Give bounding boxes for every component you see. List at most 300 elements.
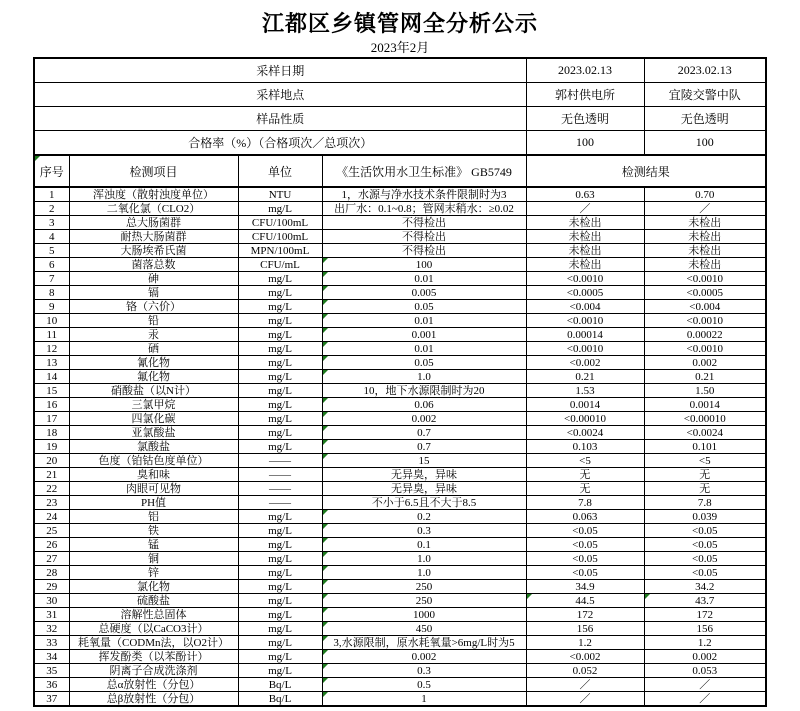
unit-cell: mg/L bbox=[238, 328, 322, 342]
table-row bbox=[34, 524, 766, 538]
unit-cell: —— bbox=[238, 454, 322, 468]
unit-cell: mg/L bbox=[238, 622, 322, 636]
item-cell: 铅 bbox=[69, 314, 238, 328]
item-cell: 大肠埃希氏菌 bbox=[69, 244, 238, 258]
row-number-cell: 10 bbox=[34, 314, 69, 328]
result2-cell: <0.05 bbox=[644, 538, 766, 552]
result1-cell: 1.53 bbox=[526, 384, 644, 398]
table-row bbox=[34, 594, 766, 608]
cell-note-triangle-icon bbox=[323, 272, 328, 277]
unit-cell: NTU bbox=[238, 187, 322, 202]
analysis-table bbox=[33, 57, 767, 707]
result1-cell: 0.00014 bbox=[526, 328, 644, 342]
result2-cell: 0.00022 bbox=[644, 328, 766, 342]
standard-cell: 0.2 bbox=[322, 510, 526, 524]
unit-cell: mg/L bbox=[238, 202, 322, 216]
info-label: 采样日期 bbox=[34, 58, 526, 83]
table-row bbox=[34, 650, 766, 664]
cell-note-triangle-icon bbox=[323, 258, 328, 263]
unit-cell: MPN/100mL bbox=[238, 244, 322, 258]
result1-cell: 34.9 bbox=[526, 580, 644, 594]
standard-cell: 0.002 bbox=[322, 412, 526, 426]
cell-note-triangle-icon bbox=[323, 440, 328, 445]
row-number-cell: 26 bbox=[34, 538, 69, 552]
result2-cell: 172 bbox=[644, 608, 766, 622]
result1-cell: 7.8 bbox=[526, 496, 644, 510]
cell-note-triangle-icon bbox=[323, 594, 328, 599]
standard-cell: 1.0 bbox=[322, 566, 526, 580]
info-label: 合格率（%）（合格项次／总项次） bbox=[34, 131, 526, 156]
col-header-unit: 单位 bbox=[238, 155, 322, 187]
cell-note-triangle-icon bbox=[323, 678, 328, 683]
row-number-cell: 7 bbox=[34, 272, 69, 286]
standard-cell: 无异臭，异味 bbox=[322, 482, 526, 496]
result2-cell: <0.0010 bbox=[644, 342, 766, 356]
item-cell: 氰化物 bbox=[69, 356, 238, 370]
result2-cell: <0.05 bbox=[644, 566, 766, 580]
unit-cell: mg/L bbox=[238, 384, 322, 398]
result2-cell: ／ bbox=[644, 202, 766, 216]
item-cell: 锰 bbox=[69, 538, 238, 552]
item-cell: 铁 bbox=[69, 524, 238, 538]
row-number-cell: 16 bbox=[34, 398, 69, 412]
cell-note-triangle-icon bbox=[323, 538, 328, 543]
standard-cell: 0.05 bbox=[322, 356, 526, 370]
info-value-site1: 无色透明 bbox=[526, 107, 644, 131]
row-number-cell: 32 bbox=[34, 622, 69, 636]
standard-cell: 1000 bbox=[322, 608, 526, 622]
item-cell: 总β放射性（分包） bbox=[69, 692, 238, 707]
item-cell: 溶解性总固体 bbox=[69, 608, 238, 622]
item-cell: 肉眼可见物 bbox=[69, 482, 238, 496]
result2-cell: <0.004 bbox=[644, 300, 766, 314]
info-label: 采样地点 bbox=[34, 83, 526, 107]
table-row bbox=[34, 636, 766, 650]
result1-cell: <0.05 bbox=[526, 552, 644, 566]
standard-cell: 1.0 bbox=[322, 552, 526, 566]
result1-cell: 0.63 bbox=[526, 187, 644, 202]
standard-cell: 无异臭，异味 bbox=[322, 468, 526, 482]
unit-cell: CFU/100mL bbox=[238, 230, 322, 244]
info-value-site1: 2023.02.13 bbox=[526, 58, 644, 83]
cell-note-triangle-icon bbox=[323, 650, 328, 655]
cell-note-triangle-icon bbox=[35, 156, 40, 161]
unit-cell: mg/L bbox=[238, 426, 322, 440]
result1-cell: 0.103 bbox=[526, 440, 644, 454]
unit-cell: —— bbox=[238, 496, 322, 510]
unit-cell: mg/L bbox=[238, 510, 322, 524]
page-subtitle: 2023年2月 bbox=[370, 40, 430, 55]
cell-note-triangle-icon bbox=[323, 314, 328, 319]
result2-cell: 0.70 bbox=[644, 187, 766, 202]
unit-cell: mg/L bbox=[238, 664, 322, 678]
item-cell: 硝酸盐（以N计） bbox=[69, 384, 238, 398]
standard-cell: 0.3 bbox=[322, 664, 526, 678]
info-row-sampling-location bbox=[34, 83, 766, 107]
row-number-cell: 4 bbox=[34, 230, 69, 244]
cell-note-triangle-icon bbox=[323, 342, 328, 347]
cell-note-triangle-icon bbox=[323, 524, 328, 529]
standard-cell: 0.01 bbox=[322, 314, 526, 328]
item-cell: 镉 bbox=[69, 286, 238, 300]
standard-cell: 3,水源限制，原水耗氧量>6mg/L时为5 bbox=[322, 636, 526, 650]
cell-note-triangle-icon bbox=[323, 454, 328, 459]
table-row bbox=[34, 678, 766, 692]
row-number-cell: 18 bbox=[34, 426, 69, 440]
result1-cell: ／ bbox=[526, 202, 644, 216]
cell-note-triangle-icon bbox=[323, 552, 328, 557]
standard-cell: 1，水源与净水技术条件限制时为3 bbox=[322, 187, 526, 202]
standard-cell: 出厂水：0.1~0.8；管网末稍水：≥0.02 bbox=[322, 202, 526, 216]
result1-cell: <0.05 bbox=[526, 566, 644, 580]
table-row bbox=[34, 230, 766, 244]
standard-cell: 250 bbox=[322, 580, 526, 594]
result1-cell: 未检出 bbox=[526, 216, 644, 230]
item-cell: 铜 bbox=[69, 552, 238, 566]
page-title: 江都区乡镇管网全分析公示 bbox=[261, 11, 538, 36]
cell-note-triangle-icon bbox=[323, 370, 328, 375]
result2-cell: 7.8 bbox=[644, 496, 766, 510]
table-row bbox=[34, 664, 766, 678]
result1-cell: 未检出 bbox=[526, 230, 644, 244]
unit-cell: mg/L bbox=[238, 300, 322, 314]
result2-cell: 0.053 bbox=[644, 664, 766, 678]
row-number-cell: 35 bbox=[34, 664, 69, 678]
row-number-cell: 21 bbox=[34, 468, 69, 482]
cell-note-triangle-icon bbox=[323, 608, 328, 613]
row-number-cell: 11 bbox=[34, 328, 69, 342]
item-cell: 浑浊度（散射浊度单位） bbox=[69, 187, 238, 202]
result2-cell: 无 bbox=[644, 482, 766, 496]
result1-cell: 156 bbox=[526, 622, 644, 636]
result1-cell: 0.052 bbox=[526, 664, 644, 678]
result2-cell: 0.101 bbox=[644, 440, 766, 454]
row-number-cell: 20 bbox=[34, 454, 69, 468]
row-number-cell: 22 bbox=[34, 482, 69, 496]
unit-cell: mg/L bbox=[238, 650, 322, 664]
row-number-cell: 19 bbox=[34, 440, 69, 454]
result2-cell: 0.039 bbox=[644, 510, 766, 524]
unit-cell: mg/L bbox=[238, 594, 322, 608]
info-value-site1: 郭村供电所 bbox=[526, 83, 644, 107]
item-cell: 耐热大肠菌群 bbox=[69, 230, 238, 244]
standard-cell: 0.7 bbox=[322, 426, 526, 440]
unit-cell: Bq/L bbox=[238, 692, 322, 707]
standard-cell: 450 bbox=[322, 622, 526, 636]
item-cell: 铬（六价） bbox=[69, 300, 238, 314]
cell-note-triangle-icon bbox=[527, 594, 532, 599]
info-row-sample-property bbox=[34, 107, 766, 131]
col-header-no: 序号 bbox=[34, 155, 69, 187]
result1-cell: 0.063 bbox=[526, 510, 644, 524]
cell-note-triangle-icon bbox=[323, 622, 328, 627]
col-header-item: 检测项目 bbox=[69, 155, 238, 187]
result2-cell: 未检出 bbox=[644, 216, 766, 230]
table-row bbox=[34, 370, 766, 384]
info-row-pass-rate bbox=[34, 131, 766, 156]
cell-note-triangle-icon bbox=[323, 356, 328, 361]
table-row bbox=[34, 608, 766, 622]
result1-cell: <0.0010 bbox=[526, 342, 644, 356]
item-cell: 总硬度（以CaCO3计） bbox=[69, 622, 238, 636]
data-section bbox=[34, 187, 766, 706]
cell-note-triangle-icon bbox=[323, 286, 328, 291]
cell-note-triangle-icon bbox=[323, 426, 328, 431]
result1-cell: 无 bbox=[526, 468, 644, 482]
standard-cell: 0.1 bbox=[322, 538, 526, 552]
table-row bbox=[34, 622, 766, 636]
table-row bbox=[34, 510, 766, 524]
col-header-standard: 《生活饮用水卫生标准》 GB5749 bbox=[322, 155, 526, 187]
item-cell: 硫酸盐 bbox=[69, 594, 238, 608]
unit-cell: mg/L bbox=[238, 286, 322, 300]
table-row bbox=[34, 440, 766, 454]
item-cell: 硒 bbox=[69, 342, 238, 356]
table-row bbox=[34, 342, 766, 356]
item-cell: 铝 bbox=[69, 510, 238, 524]
row-number-cell: 34 bbox=[34, 650, 69, 664]
row-number-cell: 6 bbox=[34, 258, 69, 272]
row-number-cell: 5 bbox=[34, 244, 69, 258]
standard-cell: 不得检出 bbox=[322, 230, 526, 244]
table-row bbox=[34, 244, 766, 258]
row-number-cell: 23 bbox=[34, 496, 69, 510]
result2-cell: <0.0005 bbox=[644, 286, 766, 300]
result1-cell: 0.0014 bbox=[526, 398, 644, 412]
row-number-cell: 14 bbox=[34, 370, 69, 384]
unit-cell: mg/L bbox=[238, 608, 322, 622]
item-cell: 耗氧量（CODMn法，以O2计） bbox=[69, 636, 238, 650]
info-value-site1: 100 bbox=[526, 131, 644, 156]
info-value-site2: 100 bbox=[644, 131, 766, 156]
table-row bbox=[34, 426, 766, 440]
result2-cell: ／ bbox=[644, 678, 766, 692]
result1-cell: 未检出 bbox=[526, 258, 644, 272]
table-row bbox=[34, 580, 766, 594]
row-number-cell: 15 bbox=[34, 384, 69, 398]
info-value-site2: 无色透明 bbox=[644, 107, 766, 131]
standard-cell: 10，地下水源限制时为20 bbox=[322, 384, 526, 398]
standard-cell: 0.05 bbox=[322, 300, 526, 314]
item-cell: 臭和味 bbox=[69, 468, 238, 482]
result1-cell: <0.0010 bbox=[526, 272, 644, 286]
standard-cell: 0.005 bbox=[322, 286, 526, 300]
standard-cell: 250 bbox=[322, 594, 526, 608]
standard-cell: 0.5 bbox=[322, 678, 526, 692]
cell-note-triangle-icon bbox=[323, 412, 328, 417]
table-row bbox=[34, 566, 766, 580]
item-cell: 三氯甲烷 bbox=[69, 398, 238, 412]
result1-cell: 无 bbox=[526, 482, 644, 496]
cell-note-triangle-icon bbox=[323, 398, 328, 403]
row-number-cell: 8 bbox=[34, 286, 69, 300]
standard-cell: 0.06 bbox=[322, 398, 526, 412]
info-section bbox=[34, 58, 766, 187]
info-value-site2: 2023.02.13 bbox=[644, 58, 766, 83]
result2-cell: <0.00010 bbox=[644, 412, 766, 426]
item-cell: 亚氯酸盐 bbox=[69, 426, 238, 440]
result1-cell: <0.0010 bbox=[526, 314, 644, 328]
result2-cell: <0.05 bbox=[644, 552, 766, 566]
cell-note-triangle-icon bbox=[323, 692, 328, 697]
info-value-site2: 宜陵交警中队 bbox=[644, 83, 766, 107]
table-row bbox=[34, 187, 766, 202]
row-number-cell: 28 bbox=[34, 566, 69, 580]
table-row bbox=[34, 692, 766, 707]
result2-cell: 0.21 bbox=[644, 370, 766, 384]
unit-cell: mg/L bbox=[238, 636, 322, 650]
unit-cell: mg/L bbox=[238, 370, 322, 384]
result1-cell: ／ bbox=[526, 678, 644, 692]
result2-cell: 未检出 bbox=[644, 230, 766, 244]
cell-note-triangle-icon bbox=[323, 664, 328, 669]
unit-cell: —— bbox=[238, 482, 322, 496]
table-row bbox=[34, 286, 766, 300]
item-cell: 菌落总数 bbox=[69, 258, 238, 272]
table-row bbox=[34, 328, 766, 342]
standard-cell: 1.0 bbox=[322, 370, 526, 384]
row-number-cell: 24 bbox=[34, 510, 69, 524]
unit-cell: mg/L bbox=[238, 580, 322, 594]
table-row bbox=[34, 496, 766, 510]
standard-cell: 不得检出 bbox=[322, 216, 526, 230]
row-number-cell: 12 bbox=[34, 342, 69, 356]
table-row bbox=[34, 468, 766, 482]
row-number-cell: 17 bbox=[34, 412, 69, 426]
result1-cell: 172 bbox=[526, 608, 644, 622]
item-cell: 色度（铂钴色度单位） bbox=[69, 454, 238, 468]
item-cell: PH值 bbox=[69, 496, 238, 510]
result1-cell: <0.0005 bbox=[526, 286, 644, 300]
row-number-cell: 36 bbox=[34, 678, 69, 692]
table-row bbox=[34, 216, 766, 230]
result2-cell: 无 bbox=[644, 468, 766, 482]
result2-cell: 1.2 bbox=[644, 636, 766, 650]
result1-cell: 未检出 bbox=[526, 244, 644, 258]
row-number-cell: 13 bbox=[34, 356, 69, 370]
result2-cell: 0.002 bbox=[644, 650, 766, 664]
info-label: 样品性质 bbox=[34, 107, 526, 131]
result2-cell: 未检出 bbox=[644, 244, 766, 258]
table-row bbox=[34, 398, 766, 412]
row-number-cell: 30 bbox=[34, 594, 69, 608]
standard-cell: 100 bbox=[322, 258, 526, 272]
standard-cell: 1 bbox=[322, 692, 526, 707]
cell-note-triangle-icon bbox=[323, 328, 328, 333]
table-row bbox=[34, 202, 766, 216]
result1-cell: <0.05 bbox=[526, 524, 644, 538]
result2-cell: <0.0010 bbox=[644, 272, 766, 286]
cell-note-triangle-icon bbox=[323, 636, 328, 641]
result2-cell: 34.2 bbox=[644, 580, 766, 594]
result2-cell: <0.0010 bbox=[644, 314, 766, 328]
cell-note-triangle-icon bbox=[323, 510, 328, 515]
row-number-cell: 2 bbox=[34, 202, 69, 216]
unit-cell: mg/L bbox=[238, 398, 322, 412]
result1-cell: <0.0024 bbox=[526, 426, 644, 440]
unit-cell: mg/L bbox=[238, 356, 322, 370]
standard-cell: 0.7 bbox=[322, 440, 526, 454]
table-row bbox=[34, 454, 766, 468]
item-cell: 二氧化氯（CLO2） bbox=[69, 202, 238, 216]
row-number-cell: 1 bbox=[34, 187, 69, 202]
unit-cell: mg/L bbox=[238, 412, 322, 426]
item-cell: 总α放射性（分包） bbox=[69, 678, 238, 692]
result1-cell: ／ bbox=[526, 692, 644, 707]
result1-cell: <5 bbox=[526, 454, 644, 468]
unit-cell: mg/L bbox=[238, 272, 322, 286]
unit-cell: mg/L bbox=[238, 552, 322, 566]
info-row-sampling-date bbox=[34, 58, 766, 83]
table-row bbox=[34, 538, 766, 552]
unit-cell: CFU/mL bbox=[238, 258, 322, 272]
table-row bbox=[34, 300, 766, 314]
row-number-cell: 9 bbox=[34, 300, 69, 314]
unit-cell: mg/L bbox=[238, 524, 322, 538]
cell-note-triangle-icon bbox=[645, 594, 650, 599]
result2-cell: <0.05 bbox=[644, 524, 766, 538]
table-row bbox=[34, 412, 766, 426]
item-cell: 阴离子合成洗涤剂 bbox=[69, 664, 238, 678]
unit-cell: mg/L bbox=[238, 538, 322, 552]
table-row bbox=[34, 482, 766, 496]
standard-cell: 不小于6.5且不大于8.5 bbox=[322, 496, 526, 510]
unit-cell: mg/L bbox=[238, 314, 322, 328]
unit-cell: mg/L bbox=[238, 440, 322, 454]
table-row bbox=[34, 356, 766, 370]
standard-cell: 0.01 bbox=[322, 342, 526, 356]
table-row bbox=[34, 258, 766, 272]
result1-cell: <0.004 bbox=[526, 300, 644, 314]
unit-cell: —— bbox=[238, 468, 322, 482]
result2-cell: 0.002 bbox=[644, 356, 766, 370]
result2-cell: 43.7 bbox=[644, 594, 766, 608]
standard-cell: 0.01 bbox=[322, 272, 526, 286]
row-number-cell: 3 bbox=[34, 216, 69, 230]
result2-cell: 0.0014 bbox=[644, 398, 766, 412]
row-number-cell: 37 bbox=[34, 692, 69, 707]
item-cell: 砷 bbox=[69, 272, 238, 286]
standard-cell: 0.002 bbox=[322, 650, 526, 664]
unit-cell: mg/L bbox=[238, 566, 322, 580]
unit-cell: Bq/L bbox=[238, 678, 322, 692]
table-row bbox=[34, 384, 766, 398]
result1-cell: 44.5 bbox=[526, 594, 644, 608]
result2-cell: ／ bbox=[644, 692, 766, 707]
item-cell: 锌 bbox=[69, 566, 238, 580]
item-cell: 氟化物 bbox=[69, 370, 238, 384]
result2-cell: <0.0024 bbox=[644, 426, 766, 440]
result2-cell: <5 bbox=[644, 454, 766, 468]
item-cell: 总大肠菌群 bbox=[69, 216, 238, 230]
table-row bbox=[34, 272, 766, 286]
unit-cell: CFU/100mL bbox=[238, 216, 322, 230]
standard-cell: 0.001 bbox=[322, 328, 526, 342]
row-number-cell: 27 bbox=[34, 552, 69, 566]
item-cell: 汞 bbox=[69, 328, 238, 342]
standard-cell: 不得检出 bbox=[322, 244, 526, 258]
row-number-cell: 33 bbox=[34, 636, 69, 650]
row-number-cell: 31 bbox=[34, 608, 69, 622]
column-header-row bbox=[34, 155, 766, 187]
result2-cell: 156 bbox=[644, 622, 766, 636]
result1-cell: <0.002 bbox=[526, 650, 644, 664]
result1-cell: <0.00010 bbox=[526, 412, 644, 426]
cell-note-triangle-icon bbox=[323, 580, 328, 585]
row-number-cell: 29 bbox=[34, 580, 69, 594]
result1-cell: <0.05 bbox=[526, 538, 644, 552]
table-row bbox=[34, 552, 766, 566]
